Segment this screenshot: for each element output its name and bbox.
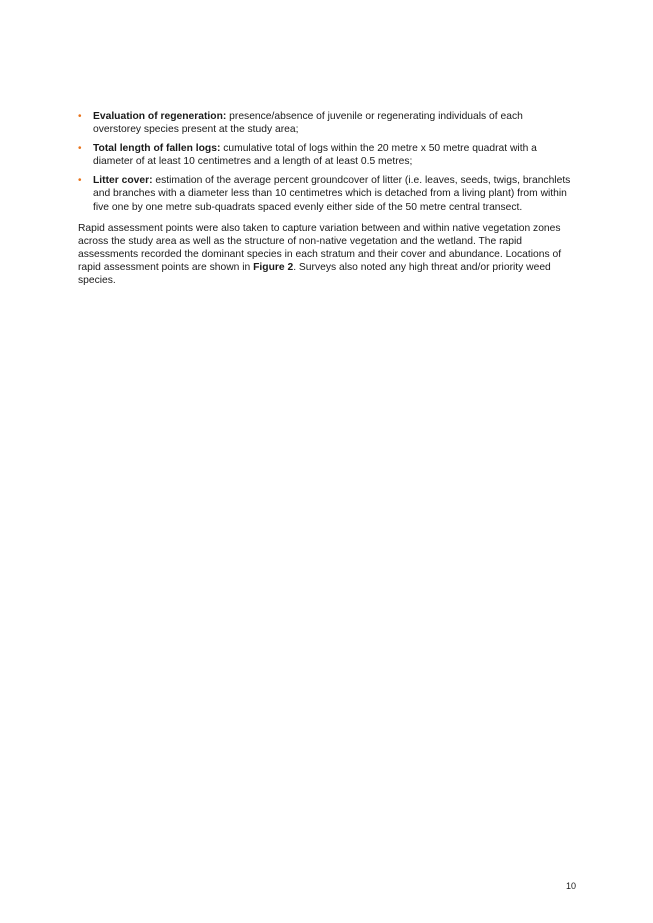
bullet-marker: • — [78, 143, 82, 155]
paragraph-text-before: Rapid assessment points were also taken to capture variation between and within native vegetation zones across the study area as well as the structure of non-native vegetation and the wetland. The rapid assessments recorded the dominant species in each stratum and their cover and abundance. Locations of rapid assessment points are shown in — [78, 222, 562, 273]
bullet-marker: • — [78, 175, 82, 187]
page-number: 10 — [565, 881, 576, 891]
bullet-term: Evaluation of regeneration: — [93, 111, 227, 122]
paragraph-text-after: . Surveys also noted any high threat and/or priority weed species. — [78, 261, 551, 287]
bullet-text: cumulative total of logs within the 20 metre x 50 metre quadrat with a diameter of at least 10 centimetres and a length of at least 0.5 metres; — [93, 143, 537, 168]
bullet-term: Total length of fallen logs: — [93, 143, 221, 155]
figure-reference: Figure 2 — [253, 261, 294, 273]
bullet-list — [78, 110, 572, 214]
bullet-item-litter-cover — [78, 174, 572, 213]
rapid-assessment-paragraph — [78, 222, 572, 287]
bullet-term: Litter cover: — [93, 175, 153, 187]
bullet-text: estimation of the average percent groundcover of litter (i.e. leaves, seeds, twigs, branchlets and branches with a diameter less than 10 centimetres which is detached from a living plant) from within five one by one metre sub-quadrats spaced evenly either side of the 50 metre central transect. — [93, 175, 571, 213]
bullet-item-regeneration — [78, 110, 572, 136]
body-content — [78, 110, 572, 287]
bullet-text: presence/absence of juvenile or regenerating individuals of each overstorey species present at the study area; — [93, 111, 523, 136]
bullet-item-fallen-logs — [78, 142, 572, 168]
bullet-marker: • — [78, 111, 82, 122]
